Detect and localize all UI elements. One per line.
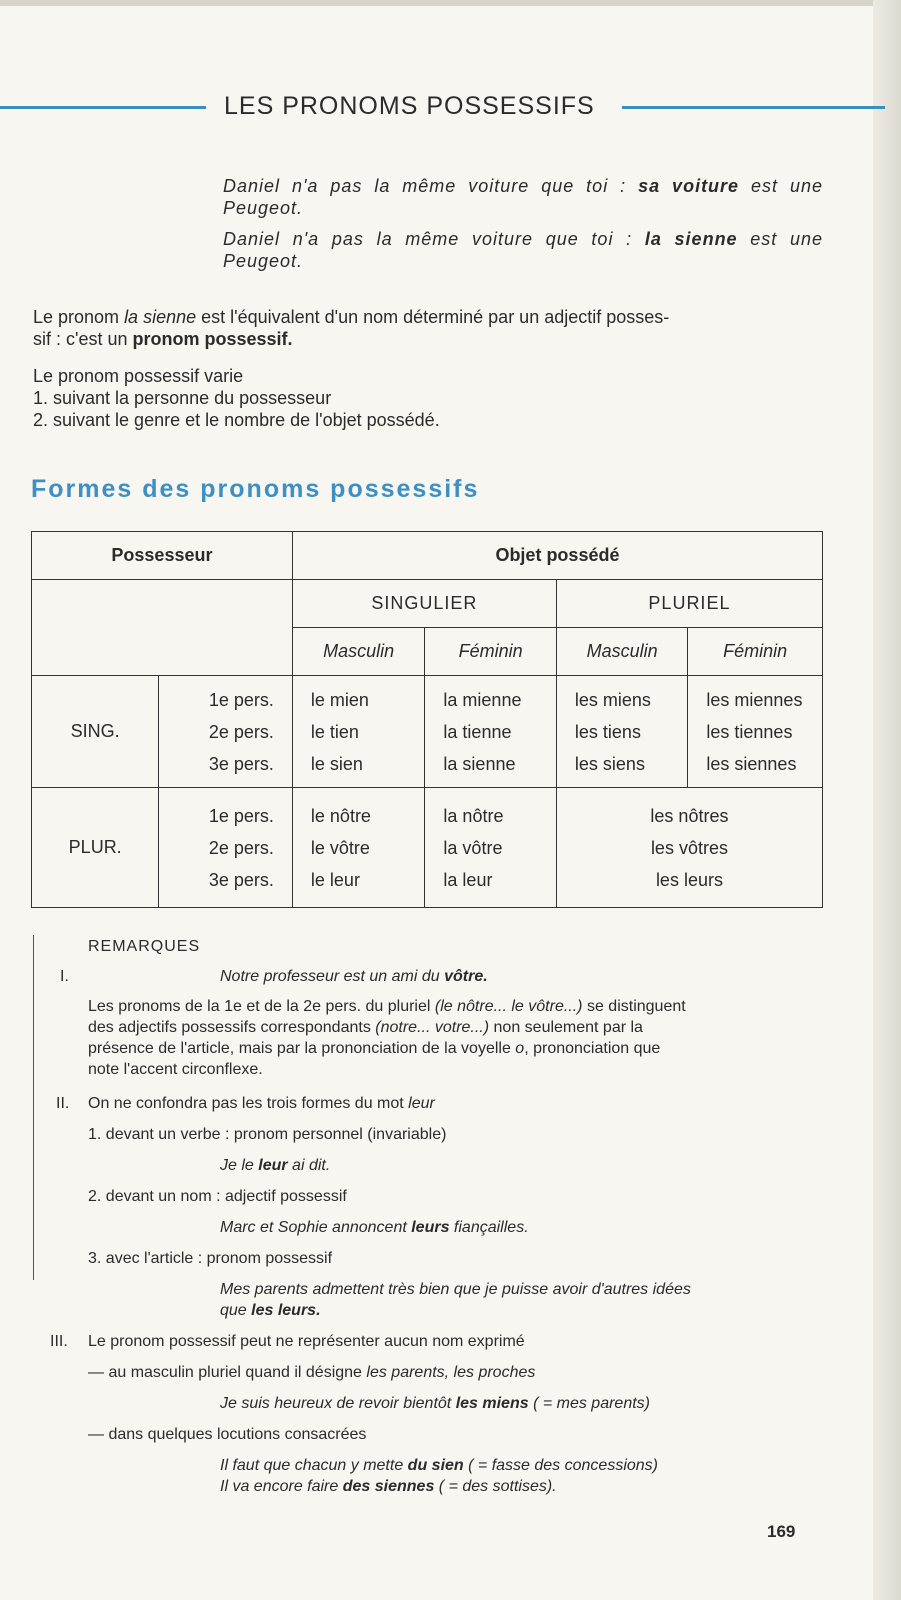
header-feminin-sing: Féminin <box>425 628 556 676</box>
remark-2-example-2: Marc et Sophie annoncent leurs fiançailles. <box>220 1219 529 1236</box>
page-header <box>0 88 885 128</box>
cell-sing-fem-plur: les miennes les tiennes les siennes <box>688 676 823 788</box>
example-2: Daniel n'a pas la même voiture que toi : la sienne est une Peugeot. <box>223 229 824 271</box>
list-item: 2. suivant le genre et le nombre de l'objet possédé. <box>33 410 440 430</box>
remark-number-1: I. <box>60 968 69 985</box>
remark-number-3: III. <box>50 1333 68 1350</box>
persons-sing: 1e pers. 2e pers. 3e pers. <box>159 676 293 788</box>
remark-3-example-b2: Il va encore faire des siennes ( = des sottises). <box>220 1478 557 1495</box>
remark-2-example-3: Mes parents admettent très bien que je puisse avoir d'autres idées <box>220 1281 691 1298</box>
title-rule-left <box>0 106 206 109</box>
cell-plur-fem-sing: la nôtre la vôtre la leur <box>425 788 556 908</box>
persons-plur: 1e pers. 2e pers. 3e pers. <box>159 788 293 908</box>
cell-sing-masc-plur: les miens les tiens les siens <box>556 676 687 788</box>
row-label-plur: PLUR. <box>32 788 159 908</box>
row-label-sing: SING. <box>32 676 159 788</box>
example-1-bold: sa voiture <box>638 176 740 196</box>
variation-list: Le pronom possessif varie 1. suivant la personne du possesseur 2. suivant le genre et le nombre de l'objet possédé. <box>33 365 823 431</box>
empty-header-cell <box>32 580 293 676</box>
cell-sing-fem-sing: la mienne la tienne la sienne <box>425 676 556 788</box>
header-possesseur: Possesseur <box>32 532 293 580</box>
page-right-edge <box>873 0 901 1600</box>
header-singulier: SINGULIER <box>292 580 556 628</box>
example-2-bold: la sienne <box>644 229 738 249</box>
remark-number-2: II. <box>56 1095 70 1112</box>
remark-1-example: Notre professeur est un ami du vôtre. <box>220 968 488 985</box>
intro-paragraph: Le pronom la sienne est l'équivalent d'un nom déterminé par un adjectif posses- sif : c'est un pronom possessif. <box>33 307 670 349</box>
section-title: Formes des pronoms possessifs <box>31 475 480 503</box>
cell-plur-masc-sing: le nôtre le vôtre le leur <box>292 788 425 908</box>
title-rule-right <box>622 106 885 109</box>
header-masculin-plur: Masculin <box>556 628 687 676</box>
remark-3-item-a: — au masculin pluriel quand il désigne les parents, les proches <box>88 1364 536 1381</box>
remark-3-text: Le pronom possessif peut ne représenter aucun nom exprimé <box>88 1333 525 1350</box>
cell-sing-masc-sing: le mien le tien le sien <box>292 676 425 788</box>
page-title: LES PRONOMS POSSESSIFS <box>224 92 595 120</box>
header-pluriel: PLURIEL <box>556 580 822 628</box>
remark-3-example-b1: Il faut que chacun y mette du sien ( = fasse des concessions) <box>220 1457 658 1474</box>
remarks-heading: REMARQUES <box>88 938 201 955</box>
header-masculin-sing: Masculin <box>292 628 425 676</box>
term-pronom-possessif: pronom possessif. <box>132 329 293 349</box>
header-feminin-plur: Féminin <box>688 628 823 676</box>
example-1: Daniel n'a pas la même voiture que toi : sa voiture est une Peugeot. <box>223 176 824 218</box>
header-objet-possede: Objet possédé <box>292 532 822 580</box>
page-top-edge <box>0 0 901 6</box>
possessive-forms-table <box>31 531 823 908</box>
remark-3-example-a: Je suis heureux de revoir bientôt les miens ( = mes parents) <box>220 1395 650 1412</box>
remarks-margin-rule <box>33 935 34 1280</box>
remark-3-item-b: — dans quelques locutions consacrées <box>88 1426 367 1443</box>
cell-plur-plural: les nôtres les vôtres les leurs <box>556 788 822 908</box>
remark-2-item-2: 2. devant un nom : adjectif possessif <box>88 1188 347 1205</box>
list-item: 1. suivant la personne du possesseur <box>33 388 332 408</box>
remark-2-example-1: Je le leur ai dit. <box>220 1157 331 1174</box>
remark-2-item-3: 3. avec l'article : pronom possessif <box>88 1250 333 1267</box>
remark-1-text: Les pronoms de la 1e et de la 2e pers. du pluriel (le nôtre... le vôtre...) se distinguent <box>88 998 686 1015</box>
page-number: 169 <box>767 1522 796 1541</box>
remark-2-item-1: 1. devant un verbe : pronom personnel (invariable) <box>88 1126 447 1143</box>
remark-2-text: On ne confondra pas les trois formes du mot leur <box>88 1095 435 1112</box>
